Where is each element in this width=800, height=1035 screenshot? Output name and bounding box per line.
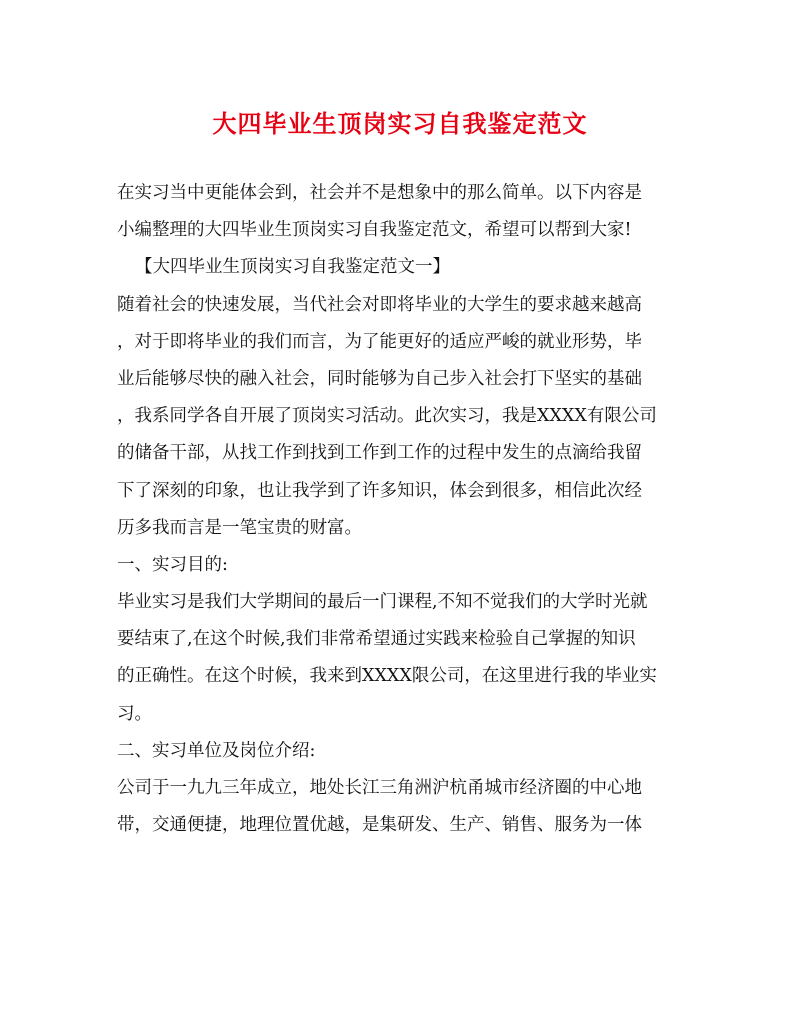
body-line: 要结束了,在这个时候,我们非常希望通过实践来检验自己掌握的知识 [117,629,636,650]
body-line: 在实习当中更能体会到，社会并不是想象中的那么简单。以下内容是 [117,183,642,203]
body-line: 业后能够尽快的融入社会，同时能够为自己步入社会打下坚实的基础 [117,368,642,389]
body-line: 小编整理的大四毕业生顶岗实习自我鉴定范文，希望可以帮到大家! [117,220,632,241]
body-line: 毕业实习是我们大学期间的最后一门课程,不知不觉我们的大学时光就 [117,592,648,613]
body-line: 带，交通便捷，地理位置优越，是集研发、生产、销售、服务为一体 [117,815,642,836]
body-line: ，我系同学各自开展了顶岗实习活动。此次实习，我是XXXX有限公司 [117,406,657,427]
document-body [117,175,692,844]
document-title: 大四毕业生顶岗实习自我鉴定范文 [212,109,588,138]
section-heading: 【大四毕业生顶岗实习自我鉴定范文一】 [135,257,450,278]
body-line: 习。 [117,703,152,724]
body-line: 历多我而言是一笔宝贵的财富。 [117,517,362,538]
body-line: ，对于即将毕业的我们而言，为了能更好的适应严峻的就业形势，毕 [117,331,642,352]
section-heading: 二、实习单位及岗位介绍: [117,740,316,761]
section-heading: 一、实习目的: [117,554,228,575]
body-line: 随着社会的快速发展，当代社会对即将毕业的大学生的要求越来越高 [117,294,642,315]
body-line: 公司于一九九三年成立，地处长江三角洲沪杭甬城市经济圈的中心地 [117,778,642,798]
body-line: 的储备干部，从找工作到找到工作到工作的过程中发生的点滴给我留 [117,443,642,464]
body-line: 的正确性。在这个时候，我来到XXXX限公司，在这里进行我的毕业实 [117,666,657,687]
body-line: 下了深刻的印象，也让我学到了许多知识，体会到很多，相信此次经 [117,480,642,501]
